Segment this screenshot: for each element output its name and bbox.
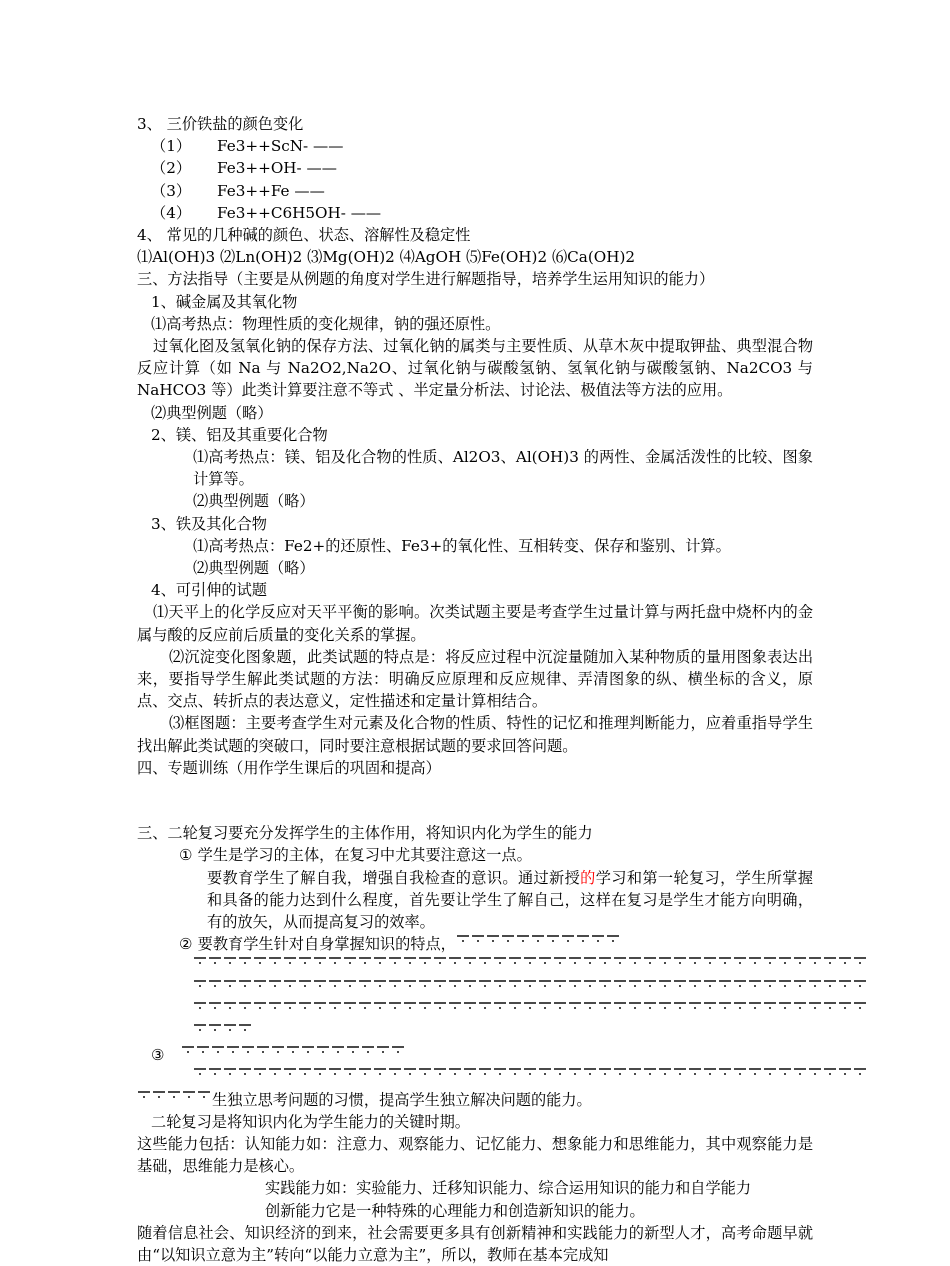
numbered-item-3	[137, 1044, 813, 1066]
method-4-heading: 4、可引伸的试题	[151, 581, 267, 600]
redacted-line-d-row	[137, 1000, 813, 1022]
tail-text-after-redaction: 生独立思考问题的习惯，提高学生独立解决问题的能力。	[212, 1090, 592, 1109]
list-item-3	[137, 180, 813, 202]
heading-4-bases: 4、 常见的几种碱的颜色、状态、溶解性及稳定性	[137, 226, 471, 245]
list-item-1-number: （1）	[151, 137, 192, 156]
method-2-hotspot: ⑴高考热点：镁、铝及化合物的性质、Al2O3、Al(OH)3 的两性、金属活泼性的比较、图象计算等。	[193, 448, 813, 489]
list-item-1	[137, 135, 813, 157]
redacted-run-d	[193, 1000, 868, 1022]
list-item-2-number: （2）	[151, 159, 192, 178]
base-formula-list: ⑴Al(OH)3 ⑵Ln(OH)2 ⑶Mg(OH)2 ⑷AgOH ⑸Fe(OH)2 ⑹Ca(OH)2	[137, 248, 636, 267]
abilities-list: 这些能力包括：认知能力如：注意力、观察能力、记忆能力、想象能力和思维能力，其中观察能力是基础，思维能力是核心。	[137, 1134, 813, 1176]
section-four-special-training: 四、专题训练（用作学生课后的巩固和提高）	[137, 758, 441, 777]
list-item-2-formula: Fe3++OH- ——	[217, 159, 337, 178]
list-item-4-number: （4）	[151, 203, 192, 222]
numbered-item-1	[137, 844, 813, 866]
redacted-tail-line	[137, 1089, 813, 1111]
practical-ability: 实践能力如：实验能力、迁移知识能力、综合运用知识的能力和自学能力	[265, 1179, 751, 1198]
list-item-4-formula: Fe3++C6H5OH- ——	[217, 203, 382, 222]
method-1-example: ⑵典型例题（略）	[151, 403, 273, 422]
list-item-3-number: （3）	[151, 181, 192, 200]
item1-body-before-highlight: 要教育学生了解自我，增强自我检查的意识。通过新授	[207, 868, 581, 887]
circled-number-2: ②	[179, 935, 193, 954]
paragraph-spacer	[137, 779, 813, 811]
list-item-1-formula: Fe3++ScN- ——	[217, 137, 344, 156]
method-2-heading: 2、镁、铝及其重要化合物	[151, 425, 328, 444]
method-4-balance: ⑴天平上的化学反应对天平平衡的影响。次类试题主要是考查学生过量计算与两托盘中烧杯内的金属与酸的反应前后质量的变化关系的掌握。	[137, 603, 813, 644]
highlighted-character: 的	[580, 868, 596, 887]
method-2-example: ⑵典型例题（略）	[193, 492, 315, 511]
list-item-2	[137, 157, 813, 179]
method-3-example: ⑵典型例题（略）	[193, 559, 315, 578]
redacted-run-b	[193, 955, 868, 977]
numbered-item-2	[137, 933, 813, 955]
redacted-run-e	[193, 1022, 253, 1044]
closing-paragraph: 随着信息社会、知识经济的到来，社会需要更多具有创新精神和实践能力的新型人才，高考命题早就由“以知识立意为主”转向“以能力立意为主”，所以，教师在基本完成知	[137, 1223, 813, 1264]
method-4-precipitation: ⑵沉淀变化图象题，此类试题的特点是：将反应过程中沉淀量随加入某种物质的量用图象表达出来，要指导学生解此类试题的方法：明确反应原理和反应规律、弄清图象的纵、横坐标的含义，原点、交点、转折点的表达意义，定性描述和定量计算相结合。	[137, 647, 813, 711]
numbered-item-1-text: 学生是学习的主体，在复习中尤其要注意这一点。	[197, 846, 532, 865]
document-body	[137, 113, 813, 1266]
section-three-second-round-heading: 三、二轮复习要充分发挥学生的主体作用，将知识内化为学生的能力	[137, 824, 593, 843]
redacted-run-c	[193, 978, 868, 1000]
method-1-heading: 1、碱金属及其氧化物	[151, 292, 298, 311]
redacted-line-b-row	[137, 955, 813, 977]
method-1-detail: 过氧化囵及氢氧化钠的保存方法、过氧化钠的属类与主要性质、从草木灰中提取钾盐、典型混合物反应计算（如 Na 与 Na2O2,Na2O、过氧化钠与碳酸氢钠、氢氧化钠与碳酸氢钠、Na2CO3 与 NaHCO3 等）此类计算要注意不等式 、半定量分析法、讨论法、极值法等方法的应用。	[137, 337, 813, 400]
paragraph-spacer-2	[137, 811, 813, 822]
innovation-ability: 创新能力它是一种特殊的心理能力和创造新知识的能力。	[265, 1201, 645, 1220]
circled-number-1: ①	[179, 846, 193, 865]
list-item-4	[137, 202, 813, 224]
section-three-method-guidance: 三、方法指导（主要是从例题的角度对学生进行解题指导，培养学生运用知识的能力）	[137, 270, 715, 289]
numbered-item-1-body	[137, 867, 813, 934]
method-4-flowchart: ⑶框图题：主要考查学生对元素及化合物的性质、特性的记忆和推理判断能力，应着重指导学生找出解此类试题的突破口，同时要注意根据试题的要求回答问题。	[137, 714, 813, 755]
method-1-hotspot: ⑴高考热点：物理性质的变化规律，钠的强还原性。	[151, 314, 501, 333]
redacted-line-g-row	[137, 1066, 813, 1088]
heading-3-color-change: 3、 三价铁盐的颜色变化	[137, 115, 304, 133]
numbered-item-2-text: 要教育学生针对自身掌握知识的特点，	[197, 935, 456, 954]
item1-body-after-highlight: 学习和第一轮复习，学生所掌握和具备的能力达到什么程度，首先要让学生了解自己，这样在复习是学生才能方向明确，有的放矢，从而提高复习的效率。	[207, 868, 814, 931]
redacted-run-a	[456, 933, 621, 955]
redacted-run-h	[137, 1089, 212, 1111]
method-3-hotspot: ⑴高考热点：Fe2+的还原性、Fe3+的氧化性、互相转变、保存和鉴别、计算。	[193, 536, 731, 555]
redacted-run-f	[181, 1044, 406, 1066]
method-3-heading: 3、铁及其化合物	[151, 514, 267, 533]
circled-number-3: ③	[151, 1046, 165, 1065]
list-item-3-formula: Fe3++Fe ——	[217, 181, 325, 200]
redacted-run-g	[193, 1066, 868, 1088]
second-round-key-period: 二轮复习是将知识内化为学生能力的关键时期。	[151, 1112, 470, 1131]
redacted-line-c-row	[137, 978, 813, 1000]
redacted-line-e-row	[137, 1022, 813, 1044]
